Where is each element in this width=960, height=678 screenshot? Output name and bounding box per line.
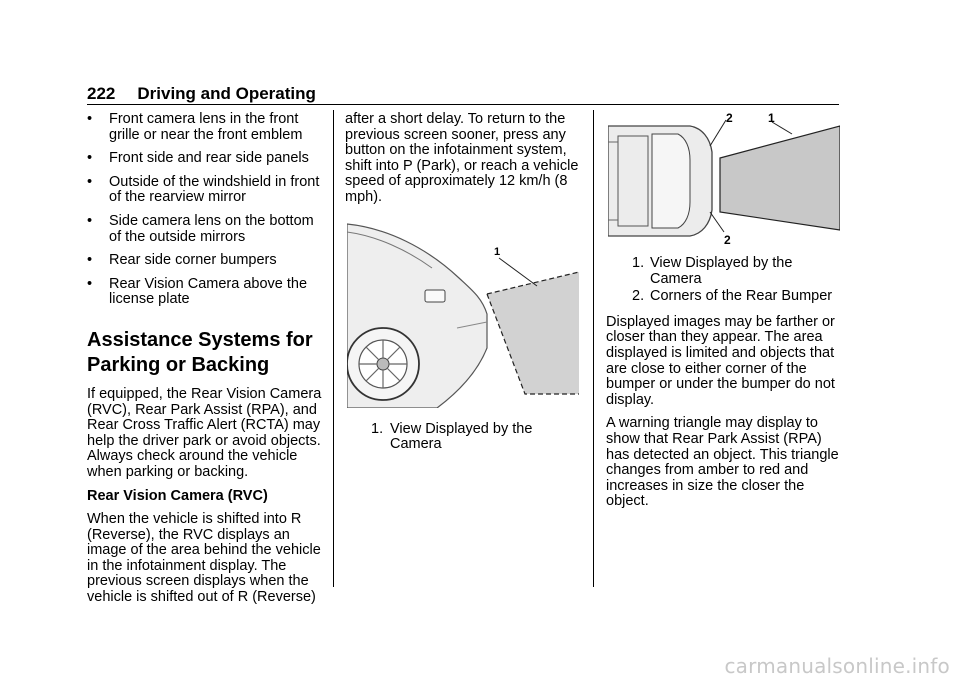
bullet-item [87,277,327,308]
caption-number: 2. [632,288,645,305]
bullet-dot: • [87,275,93,292]
column-divider-right [593,110,594,587]
page-title: Driving and Operating [137,84,316,103]
bullet-dot: • [87,252,93,269]
figure-callout-1: 1 [494,245,501,258]
caption-text: Corners of the Rear Bumper [650,288,833,305]
column-3 [606,112,842,518]
column-2 [345,112,581,455]
bullet-item [87,175,327,206]
rear-camera-view-illustration [347,218,579,408]
bullet-dot: • [87,173,93,190]
header-rule [87,104,839,105]
bullet-text: Rear Vision Camera above the license plate [109,275,308,308]
figure-caption [345,422,581,453]
bullet-text: Side camera lens on the bottom of the outside mirrors [109,212,314,245]
bullet-text: Rear side corner bumpers [109,252,277,269]
display-limitations-paragraph: Displayed images may be farther or closer than they appear. The area displayed is limited and objects that are close to either corner of the bumper or under the bumper do not display. [606,313,835,408]
caption-number: 1. [632,255,645,271]
fuel-door [425,290,445,302]
figure-callout-2-top: 2 [726,112,733,125]
top-down-camera-view-illustration [608,112,840,244]
car-roof [652,134,690,228]
warning-triangle-paragraph: A warning triangle may display to show that Rear Park Assist (RPA) has detected an object. This triangle changes from amber to red and increases in size the closer the object. [606,415,839,510]
bullet-item [87,151,327,167]
bullet-text: Front side and rear side panels [109,150,309,167]
column-divider-left [333,110,334,587]
column-1 [87,112,327,614]
section-title-line-1: Assistance Systems for [87,328,313,351]
rvc-paragraph: When the vehicle is shifted into R (Reverse), the RVC displays an image of the area behind the vehicle in the infotainment display. The previous screen displays when the vehicle is shifted out of R (Reverse) [87,511,321,606]
continued-paragraph: after a short delay. To return to the previous screen sooner, press any button on the infotainment system, shift into P (Park), or reach a vehicle speed of approximately 12 km/h (8 mph). [345,111,579,205]
section-title-line-2: Parking or Backing [87,353,270,376]
caption-text: View Displayed by the Camera [390,420,533,453]
bullet-dot: • [87,212,93,229]
bullet-item [87,112,327,143]
bullet-item [87,214,327,245]
bullet-dot: • [87,150,93,167]
bullet-dot: • [87,111,93,127]
figure-caption [606,289,842,305]
bullet-text: Outside of the windshield in front of the rearview mirror [109,173,320,206]
intro-paragraph: If equipped, the Rear Vision Camera (RVC), Rear Park Assist (RPA), and Rear Cross Traffic Alert (RCTA) may help the driver park or avoid objects. Always check around the vehicle when parking or backing. [87,385,322,480]
bullet-item [87,253,327,269]
page-header [87,84,316,104]
figure-caption [606,256,842,287]
rvc-subheading: Rear Vision Camera (RVC) [87,487,268,504]
caption-number: 1. [371,420,384,437]
section-title [87,328,327,378]
watermark: carmanualsonline.info [724,654,950,678]
caption-text: View Displayed by the Camera [650,255,793,287]
figure-callout-2-bottom: 2 [724,233,731,244]
bullet-text: Front camera lens in the front grille or near the front emblem [109,111,303,143]
figure-callout-1: 1 [768,112,775,125]
page-number: 222 [87,84,116,103]
